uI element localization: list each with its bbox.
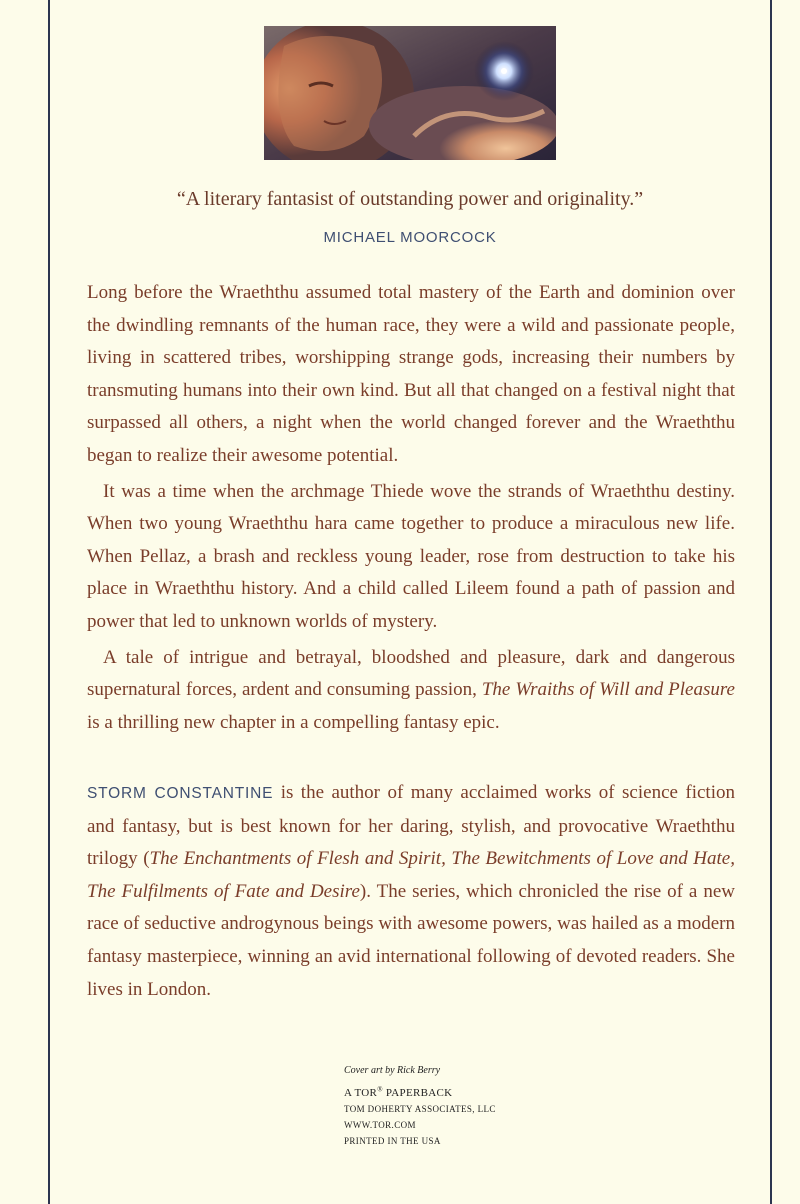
publisher-credits: [344, 1063, 584, 1149]
left-border-rule: [48, 0, 50, 1204]
author-bio-paragraph: [87, 777, 735, 1006]
cover-art-credit: Cover art by Rick Berry: [344, 1065, 441, 1076]
author-name: STORM CONSTANTINE: [87, 785, 274, 802]
synopsis-paragraph-1: Long before the Wraeththu assumed total mastery of the Earth and dominion over the dwindling remnants of the human race, they were a wild and passionate people, living in scattered tribes, worshipping strange gods, increasing their numbers by transmuting humans into their own kind. But all that changed on a festival night that surpassed all others, a night when the world changed forever and the Wraeththu began to realize their awesome potential.: [87, 282, 735, 466]
author-bio: [87, 777, 735, 1006]
imprint-name: A TOR: [344, 1087, 378, 1099]
publisher-name: TOM DOHERTY ASSOCIATES, LLC: [344, 1104, 496, 1114]
bio-text-2: ). The series, which chronicled the rise of a new race of seductive androgynous beings with awesome powers, was hailed as a modern fantasy masterpiece, winning an avid international following of devoted readers. She lives in London.: [87, 880, 735, 1000]
synopsis-paragraph-3: [87, 642, 735, 740]
review-quote: “A literary fantasist of outstanding power and originality.”: [176, 188, 644, 210]
imprint-line: [344, 1085, 584, 1101]
synopsis-p3-start: A tale of intrigue and betrayal, bloodshed and pleasure, dark and dangerous supernatural forces, ardent and consuming passion,: [87, 646, 735, 701]
synopsis-p3-end: is a thrilling new chapter in a compelling fantasy epic.: [87, 711, 500, 733]
synopsis-paragraph-2: It was a time when the archmage Thiede wove the strands of Wraeththu destiny. When two young Wraeththu hara came together to produce a miraculous new life. When Pellaz, a brash and reckless young leader, rose from destruction to take his place in Wraeththu history. And a child called Lileem found a path of passion and power that led to unknown worlds of mystery.: [87, 480, 735, 632]
registered-mark: ®: [377, 1085, 383, 1094]
quote-attribution: MICHAEL MOORCOCK: [323, 229, 497, 246]
right-border-rule: [770, 0, 772, 1204]
imprint-suffix: PAPERBACK: [382, 1087, 453, 1099]
trilogy-titles: The Enchantments of Flesh and Spirit, The Bewitchments of Love and Hate, The Fulfilments of Fate and Desire: [87, 848, 735, 902]
printed-in: PRINTED IN THE USA: [344, 1136, 441, 1146]
cover-art-image: [264, 26, 556, 160]
publisher-website: WWW.TOR.COM: [344, 1120, 416, 1130]
synopsis: [87, 277, 735, 742]
book-title: The Wraiths of Will and Pleasure: [481, 679, 735, 701]
bio-text-1: is the author of many acclaimed works of science fiction and fantasy, but is best known for her daring, stylish, and provocative Wraeththu trilogy (: [87, 782, 735, 870]
